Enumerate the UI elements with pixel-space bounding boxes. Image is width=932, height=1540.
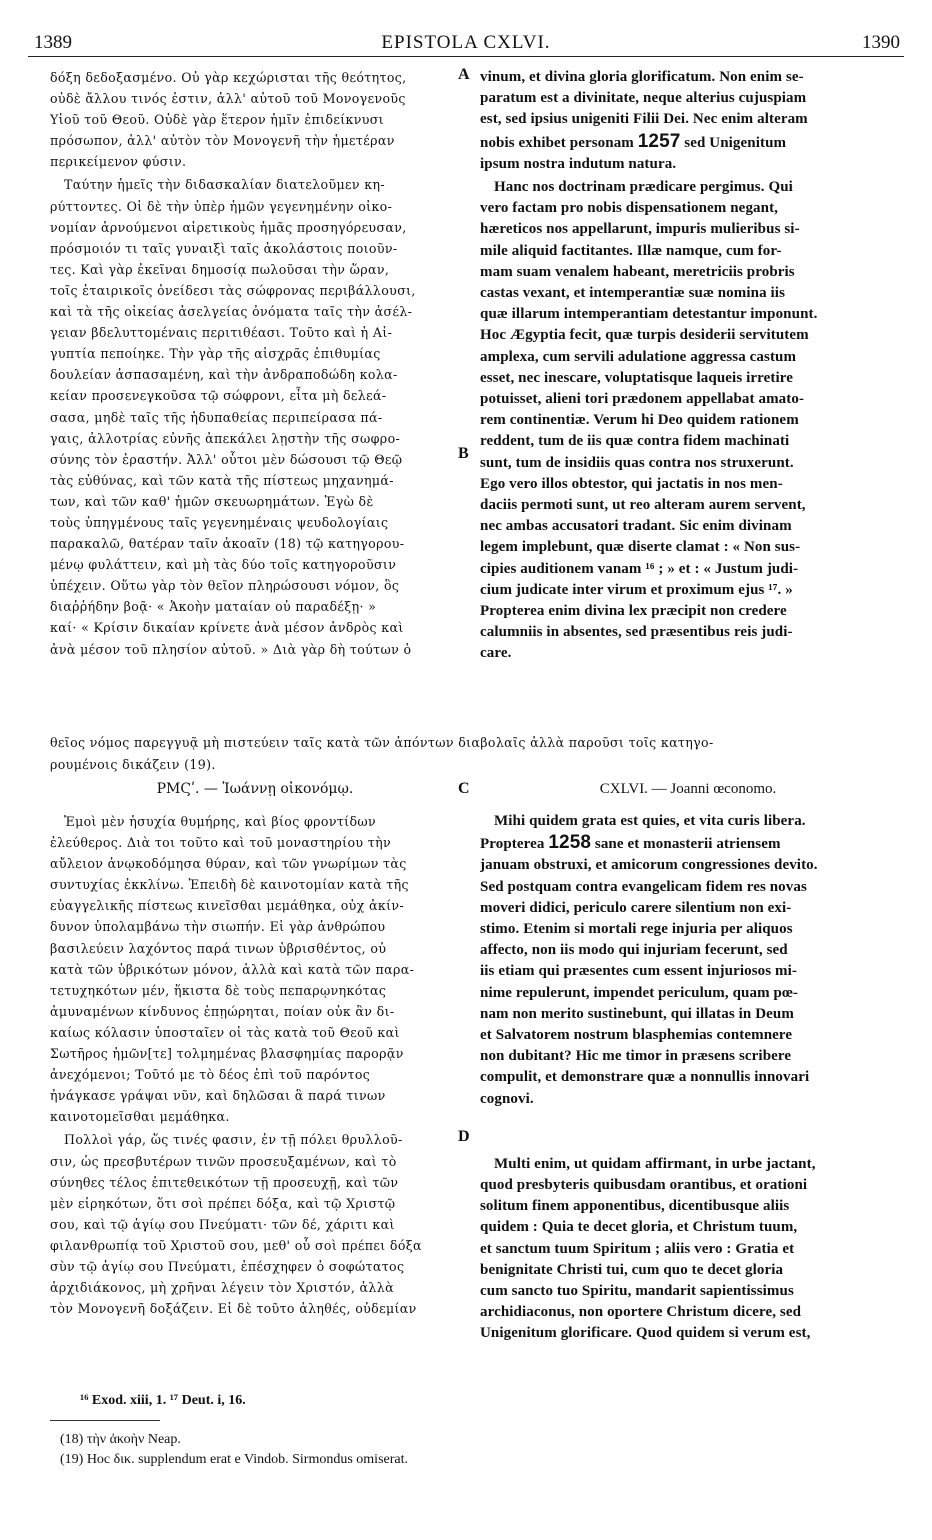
- greek-letter-paragraph-2: Πολλοὶ γάρ, ὥς τινές φασιν, ἐν τῇ πόλει θρυλλοῦ- σιν, ὡς πρεσβυτέρων τινῶν προσευξαμένων, καὶ τὸ σύνηθες τέλος ἐπιτεθεικότων τῇ προσευχῇ, καὶ τῶν μὲν εἰρηκότων, ὅτι σοὶ πρέπει δόξα, καὶ τῷ Χριστῷ σου, καὶ τῷ ἁγίῳ σου Πνεύματι· τῶν δέ, χάριτι καὶ φιλανθρωπίᾳ τοῦ Χριστοῦ σου, μεθ' οὗ σοὶ πρέπει δόξα σὺν τῷ ἁγίῳ σου Πνεύματι, ἐπέσχηφεν ὁ σοφώτατος ἀρχιδιάκονος, μὴ χρῆναι λέγειν τὸν Χριστόν, ἀλλὰ τὸν Μονογενῆ δοξάζειν. Εἰ δὲ τοῦτο ἀληθές, οὐδεμίαν: [50, 1132, 422, 1317]
- greek-paragraph-2: Ταύτην ἡμεῖς τὴν διδασκαλίαν διατελοῦμεν κη- ρύττοντες. Οἱ δὲ τὴν ὑπὲρ ἡμῶν γεγενημένην οἰκο- νομίαν ἀρνούμενοι αἱρετικοὺς ἡμᾶς προσηγόρευσαν, πρόσμοιόν τι ταῖς γυναιξὶ ταῖς ἀκολάστοις ποιοῦν- τες. Καὶ γὰρ ἐκεῖναι δημοσίᾳ πωλοῦσαι τὴν ὥραν, τοῖς ἑταιρικοῖς ὀνείδεσι τὰς σώφρονας περιβάλλουσι, καὶ τὰ τῆς οἰκείας ἀσελγείας ὀνόματα ταῖς τὴν ἀσέλ- γειαν βδελυττομέναις περιτιθέασι. Τοῦτο καὶ ἡ Αἰ- γυπτία πεποίηκε. Τὴν γὰρ τῆς αἰσχρᾶς ἐπιθυμίας δουλείαν ἀσπασαμένη, καὶ τὴν ἀνδραποδώδη κολα- κείαν προσενεγκοῦσα τῷ σώφρονι, εἶτα μὴ δελεά- σασα, μηδὲ ταῖς τῆς ἡδυπαθείας περιπείρασα πά- γαις, ἀλλοτρίας εὐνῆς ἀπεκάλει λῃστὴν τῆς σωφρο- σύνης τὸν ἐραστήν. Ἀλλ' οὗτοι μὲν δώσουσι τῷ Θεῷ τὰς εὐθύνας, καὶ τῶν κατὰ τῆς πίστεως μηχανημά- των, καὶ τῶν καθ' ἡμῶν σκευωρημάτων. Ἐγὼ δὲ τοὺς ὑπηγμένους ταῖς γεγενημέναις ψευδολογίαις παρακαλῶ, θατέραν ταῖν ἀκοαῖν (18) τῷ κατηγορου- μένῳ φυλάττειν, καὶ μὴ τὰς δύο τοῖς κατηγοροῦσιν ὑπέχειν. Οὕτω γὰρ τὸν θεῖον πληρώσουσι νόμον, ὃς διαῤῥήδην βοᾷ· « Ἀκοὴν ματαίαν οὐ παραδέξῃ· » καί· « Κρίσιν δικαίαν κρίνετε ἀνὰ μέσον ἀνδρὸς καὶ ἀνὰ μέσον τοῦ πλησίον αὐτοῦ. » Διὰ γὰρ δὴ τούτων ὁ: [50, 177, 416, 657]
- latin-paragraph-1: vinum, et divina gloria glorificatum. Non enim se- paratum est a divinitate, neque alterius cujuspiam est, sed ipsius unigeniti Filii Dei. Nec enim alteram nobis exhibet personam 1257 sed Unigenitum ipsum nostra indutum natura.: [480, 67, 900, 175]
- letter-heading-latin: CXLVI. — Joanni œconomo.: [599, 781, 777, 797]
- page-number-left: 1389: [34, 32, 72, 53]
- greek-column-letter: [50, 811, 460, 1376]
- latin-column-top: [480, 67, 900, 727]
- latin-letter-paragraph-2: Multi enim, ut quidam affirmant, in urbe jactant, quod presbyteris quibusdam orantibus, et orationi solitum finem apponentibus, dicentibusque aliis quidem : Quia te decet gloria, et Christum tuum, et sanctum tuum Spiritum ; aliis vero : Gratia et benignitate Christi tui, cum quo te decet gloria cum sancto tuo Spiritu, mandarit sapientissimus archidiaconus, non oportere Christum dicere, sed Unigenitum glorificare. Quod quidem si verum est,: [480, 1155, 816, 1342]
- running-title: EPISTOLA CXLVI.: [381, 32, 551, 53]
- footnote-bible-references: ¹⁶ Exod. xiii, 1. ¹⁷ Deut. i, 16.: [80, 1393, 246, 1408]
- margin-marker-b: B: [458, 445, 469, 462]
- latin-paragraph-2: Hanc nos doctrinam prædicare pergimus. Qui vero factam pro nobis dispensationem negant, hæreticos nos appellarunt, impuris mulieribus si- mile aliquid factitantes. Illæ namque, cum for- mam suam venalem habeant, meretriciis probris castas vexant, et intemperantiæ suæ nomina iis quæ illarum intemperantiam detestantur imponunt. Hoc Ægyptia fecit, quæ turpis desiderii servitutem amplexa, cum servili adulatione aggressa castum esset, nec inescare, voluptatisque laqueis irretire potuisset, alieni tori prædonem appellabat amato- rem continentiæ. Verum hi Deo quidem rationem reddent, tum de iis quæ contra fidem machinati sunt, tum de insidiis quas contra nos struxerunt. Ego vero illos obtestor, qui jactatis in nos men- daciis permoti sunt, ut reo alteram aurem servent, nec ambas accusatori tradant. Sic enim divinam legem implebunt, quæ diserte clamat : « Non sus- cipies auditionem vanam ¹⁶ ; » et : « Justum judi- cium judicate inter virum et proximum ejus ¹⁷. » Propterea enim divina lex præcipit non credere calumniis in absentes, sed præsentibus reis judi- care.: [480, 179, 818, 662]
- margin-marker-a: A: [458, 66, 470, 83]
- footnote-divider: [50, 1420, 160, 1421]
- greek-letter-paragraph-1: Ἐμοὶ μὲν ἡσυχία θυμήρης, καὶ βίος φροντίδων ἐλεύθερος. Διὰ τοι τοῦτο καὶ τοῦ μοναστηρίου τὴν αὔλειον ἀνῳκοδόμησα θύραν, καὶ τῶν γνωρίμων τὰς συντυχίας ἐκκλίνω. Ἐπειδὴ δὲ καινοτομίαν κατὰ τῆς εὐαγγελικῆς πίστεως κινεῖσθαι μεμάθηκα, οὐχ ἀκίν- δυνον ὑπολαμβάνω τὴν σιωπήν. Εἰ γὰρ ἀνθρώπου βασιλεύειν λαχόντος παρά τινων ὑβρισθέντος, οὐ κατὰ τῶν ὑβρικότων μόνον, ἀλλὰ καὶ κατὰ τῶν παρα- τετυχηκότων μέν, ἥκιστα δὲ τοὺς πεπαρῳνηκότας ἀμυναμένων κίνδυνος ἐπῃώρηται, ποίαν οὐκ ἂν δι- καίως κόλασιν ὑποσταῖεν οἱ τὰς κατὰ τοῦ Θεοῦ καὶ Σωτῆρος ἡμῶν[τε] τολμημένας βλασφημίας παρορᾷν ἀνεχόμενοι; Τοῦτό με τὸ δέος ἐπὶ τοῦ παρόντος ἠνάγκασε γράψαι νῦν, καὶ δηλῶσαι ἃ παρά τινων καινοτομεῖσθαι μεμάθηκα.: [50, 814, 415, 1125]
- greek-paragraph-1: δόξη δεδοξασμένο. Οὐ γὰρ κεχώρισται τῆς θεότητος, οὐδὲ ἄλλου τινός ἐστιν, ἀλλ' αὐτοῦ τοῦ Μονογενοῦς Υἱοῦ τοῦ Θεοῦ. Οὐδὲ γὰρ ἕτερον ἡμῖν ἐπιδείκνυσι πρόσωπον, ἀλλ' αὐτὸν τὸν Μονογενῆ τὴν ἡμετέραν περικείμενον φύσιν.: [50, 70, 407, 170]
- footnote-18: (18) τὴν ἀκοὴν Neap.: [60, 1432, 181, 1447]
- running-header: [28, 32, 904, 57]
- footnote-19: (19) Hoc δικ. supplendum erat e Vindob. Sirmondus omiserat.: [60, 1452, 408, 1467]
- greek-spanning-lines: θεῖος νόμος παρεγγυᾷ μὴ πιστεύειν ταῖς κατὰ τῶν ἀπόντων διαβολαῖς ἀλλὰ παροῦσι τοῖς κατηγο- ρουμένοις δικάζειν (19).: [50, 735, 714, 772]
- column-number-1258: 1258: [548, 832, 592, 854]
- letter-heading-greek: ΡΜϚʹ. — Ἰωάννῃ οἰκονόμῳ.: [156, 781, 354, 797]
- latin-line-with-column-number: nobis exhibet personam 1257 sed Unigenitum: [480, 130, 787, 152]
- greek-column-top: [50, 67, 460, 727]
- footnotes-critical: [60, 1430, 408, 1470]
- latin-line-with-column-number: Propterea 1258 sane et monasterii atriensem: [480, 832, 781, 854]
- column-number-1257: 1257: [637, 130, 681, 152]
- margin-marker-c: C: [458, 780, 470, 797]
- latin-letter-paragraph-1: Mihi quidem grata est quies, et vita curis libera. Propterea 1258 sane et monasterii atriensem januam obstruxi, et amicorum congressiones devito. Sed postquam contra evangelicam fidem res novas moveri didici, periculo carere silentium non exi- stimo. Etenim si mortali rege injuria per aliquos affecto, non iis modo qui injuriam fecerunt, sed iis etiam qui præsentes cum essent injuriosos mi- nime repulerunt, impendet periculum, quam pœ- nam non merito sustinebunt, qui illatas in Deum et Salvatorem nostrum blasphemias contemnere non dubitant? Hic me timor in præsens scribere compulit, et demonstrare quæ a nonnullis innovari cognovi.: [480, 811, 900, 1110]
- latin-column-letter: [480, 811, 900, 1376]
- page-number-right: 1390: [862, 32, 900, 53]
- margin-marker-d: D: [458, 1128, 470, 1145]
